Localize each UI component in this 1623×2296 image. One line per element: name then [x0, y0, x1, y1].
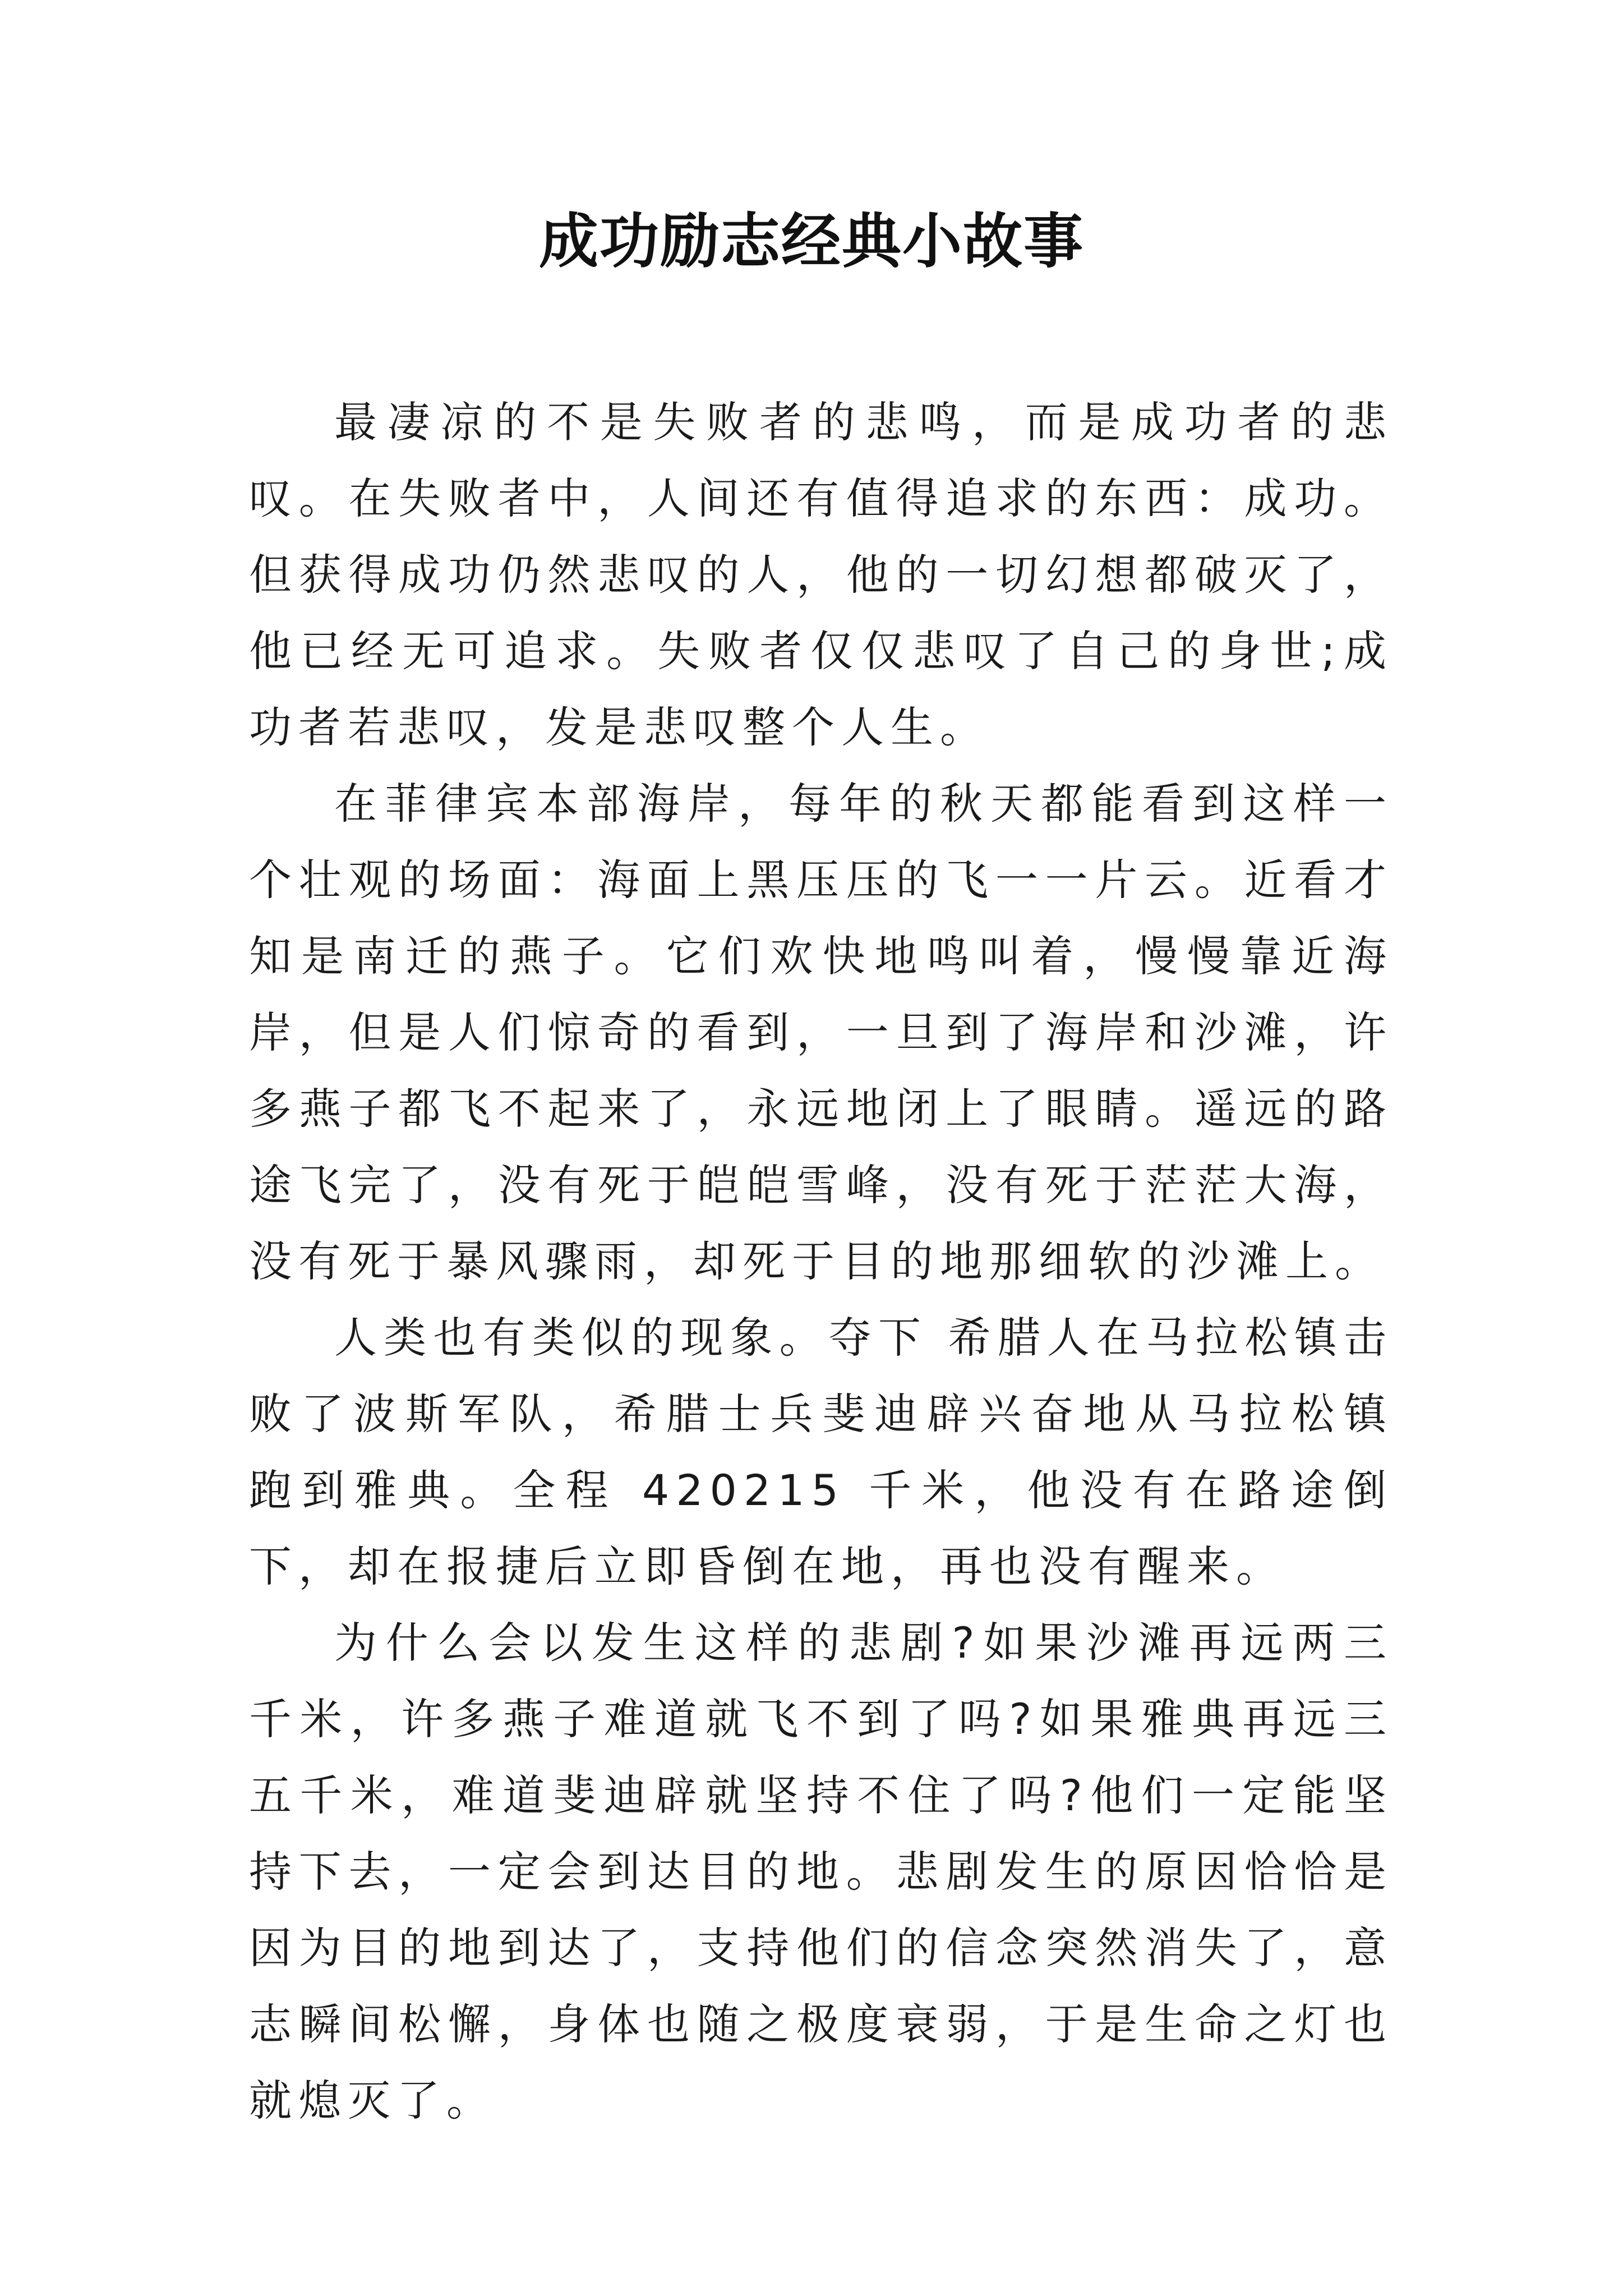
paragraph-4: 为什么会以发生这样的悲剧?如果沙滩再远两三千米，许多燕子难道就飞不到了吗?如果雅典再远三五千米，难道斐迪辟就坚持不住了吗?他们一定能坚持下去，一定会到达目的地。悲剧发生的原因恰恰是因为目的地到达了，支持他们的信念突然消失了，意志瞬间松懈，身体也随之极度衰弱，于是生命之灯也就熄灭了。 — [249, 1618, 1393, 2125]
document-body — [249, 384, 1393, 2139]
document-title: 成功励志经典小故事 — [539, 206, 1084, 276]
paragraph-2: 在菲律宾本部海岸，每年的秋天都能看到这样一个壮观的场面：海面上黑压压的飞一一片云。近看才知是南迁的燕子。它们欢快地鸣叫着，慢慢靠近海岸，但是人们惊奇的看到，一旦到了海岸和沙滩，许多燕子都飞不起来了，永远地闭上了眼睛。遥远的路途飞完了，没有死于皑皑雪峰，没有死于茫茫大海，没有死于暴风骤雨，却死于目的地那细软的沙滩上。 — [249, 779, 1393, 1286]
paragraph-3: 人类也有类似的现象。夺下 希腊人在马拉松镇击败了波斯军队，希腊士兵斐迪辟兴奋地从马拉松镇 跑到雅典。全程 420215 千米，他没有在路途倒下，却在报捷后立即昏倒在地，再也没有醒来。 — [249, 1313, 1393, 1591]
paragraph-1: 最凄凉的不是失败者的悲鸣，而是成功者的悲叹。在失败者中，人间还有值得追求的东西：成功。但获得成功仍然悲叹的人，他的一切幻想都破灭了，他已经无可追求。失败者仅仅悲叹了自己的身世;成功者若悲叹，发是悲叹整个人生。 — [249, 397, 1393, 752]
